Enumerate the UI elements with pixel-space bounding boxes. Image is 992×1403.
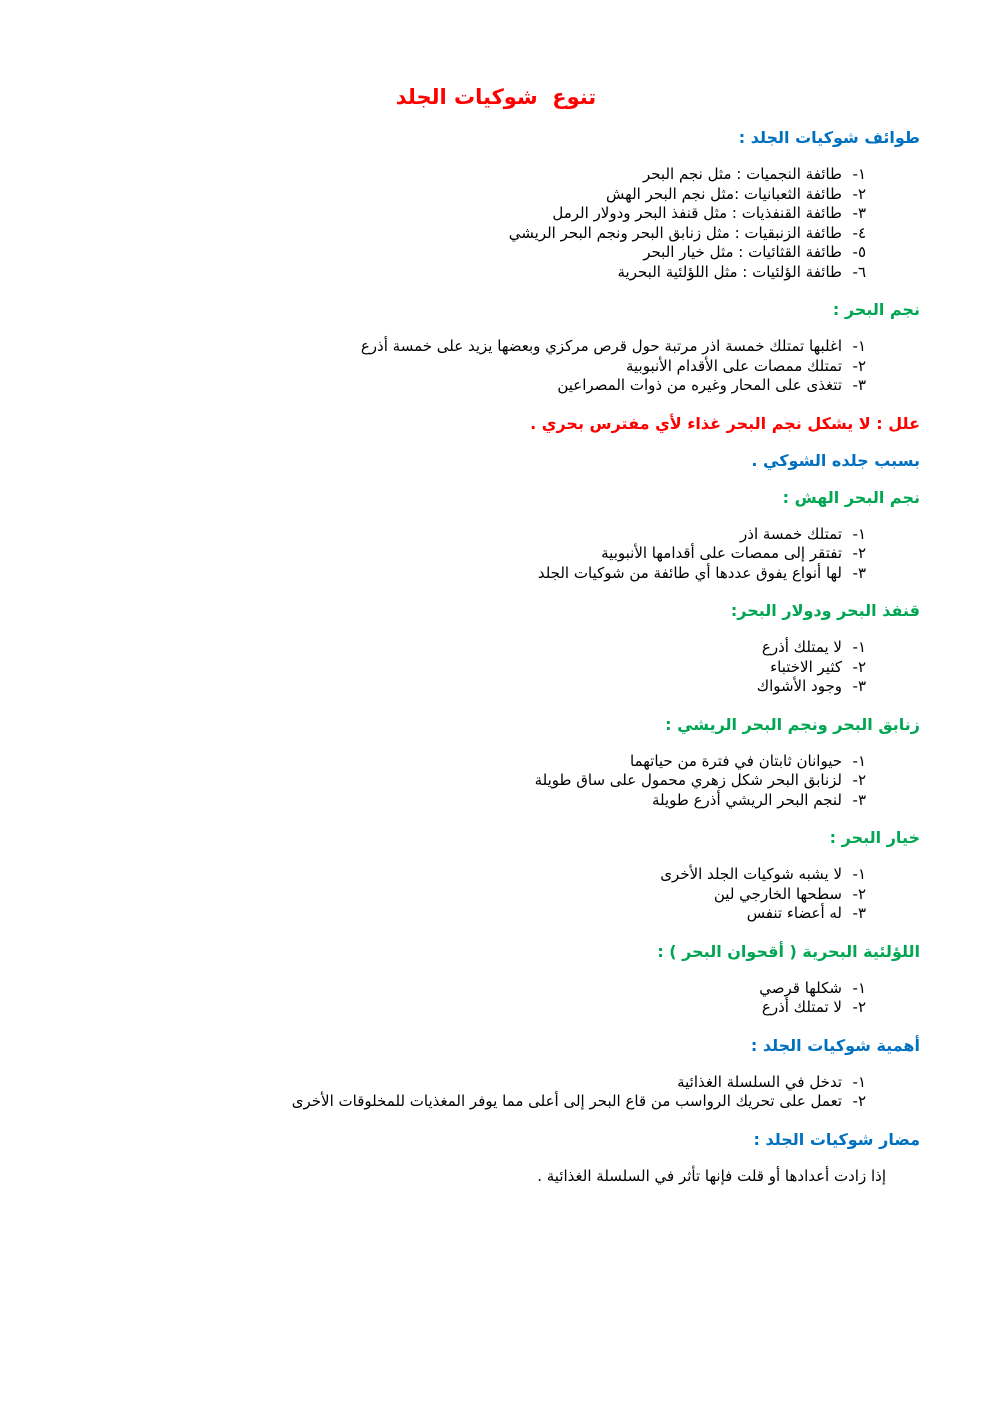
list-item-text: طائفة الؤلئيات : مثل اللؤلئية البحرية xyxy=(617,262,842,281)
list-item xyxy=(40,165,866,185)
brittle-star-heading: نجم البحر الهش : xyxy=(782,487,920,507)
list-item xyxy=(40,677,866,697)
list-item-text: حيوانان ثابتان في فترة من حياتهما xyxy=(629,751,842,770)
explain-answer-line: بسبب جلده الشوكي . xyxy=(751,450,920,470)
page-title: تنوع شوكيات الجلد xyxy=(395,85,597,109)
list-item xyxy=(40,752,866,772)
list-item-number: ٤- xyxy=(852,223,866,242)
list-item-text: طائفة الزنبقيات : مثل زنابق البحر ونجم البحر الريشي xyxy=(508,223,842,242)
sea-lily-feather-star-heading: زنابق البحر ونجم البحر الريشي : xyxy=(665,714,920,734)
sea-star-heading: نجم البحر : xyxy=(832,300,920,319)
list-item xyxy=(40,224,866,244)
harms-paragraph: إذا زادت أعدادها أو قلت فإنها تأثر في السلسلة الغذائية . xyxy=(537,1166,886,1185)
list-item-text: له أعضاء تنفس xyxy=(746,904,842,922)
list-item-number: ٣- xyxy=(852,790,866,809)
list-item-text: طائفة القنفذيات : مثل قنفذ البحر ودولار الرمل xyxy=(552,204,842,222)
list-item-text: طائفة النجميات : مثل نجم البحر xyxy=(642,165,842,183)
document-body xyxy=(40,128,920,1186)
list-item-text: لا يمتلك أذرع xyxy=(761,638,842,656)
list-item xyxy=(40,1092,866,1112)
sea-daisy-list xyxy=(40,979,920,1018)
list-item xyxy=(40,525,866,545)
list-item-text: لا تمتلك أذرع xyxy=(761,998,842,1016)
list-item xyxy=(40,564,866,584)
sea-daisy-heading: اللؤلئية البحرية ( أقحوان البحر ) : xyxy=(657,941,920,961)
list-item-number: ١- xyxy=(852,524,866,543)
list-item xyxy=(40,904,866,924)
list-item-text: تدخل في السلسلة الغذائية xyxy=(677,1072,842,1091)
list-item-number: ١- xyxy=(852,865,866,883)
list-item-number: ١- xyxy=(852,638,866,656)
list-item-text: اغلبها تمتلك خمسة اذر مرتبة حول قرص مركزي وبعضها يزيد على خمسة أذرع xyxy=(360,337,842,355)
list-item-text: تمتلك خمسة اذر xyxy=(740,524,842,543)
list-item-text: لنجم البحر الريشي أذرع طويلة xyxy=(651,790,842,809)
list-item-text: تمتلك ممصات على الأقدام الأنبوبية xyxy=(625,356,842,375)
sea-star-list xyxy=(40,337,920,396)
list-item-number: ٣- xyxy=(852,677,866,695)
list-item xyxy=(40,658,866,678)
importance-list xyxy=(40,1073,920,1112)
list-item xyxy=(40,791,866,811)
list-item xyxy=(40,185,866,205)
list-item-number: ١- xyxy=(852,978,866,997)
list-item-number: ٢- xyxy=(852,998,866,1016)
list-item xyxy=(40,204,866,224)
list-item xyxy=(40,1073,866,1093)
list-item-text: تتغذى على المحار وغيره من ذوات المصراعين xyxy=(557,376,842,394)
list-item-number: ٢- xyxy=(852,184,866,203)
sea-cucumber-list xyxy=(40,865,920,924)
list-item-number: ٢- xyxy=(852,884,866,903)
list-item-number: ٢- xyxy=(852,544,866,562)
list-item xyxy=(40,243,866,263)
list-item-number: ١- xyxy=(852,165,866,183)
list-item-number: ٦- xyxy=(852,262,866,281)
list-item-text: طائفة الثعبانيات :مثل نجم البحر الهش xyxy=(606,184,842,203)
families-list xyxy=(40,165,920,282)
list-item-text: سطحها الخارجي لين xyxy=(713,884,842,903)
list-item xyxy=(40,376,866,396)
list-item-number: ١- xyxy=(852,1072,866,1091)
families-heading: طوائف شوكيات الجلد : xyxy=(738,128,920,147)
importance-heading: أهمية شوكيات الجلد : xyxy=(750,1035,920,1055)
list-item xyxy=(40,998,866,1018)
list-item-number: ٣- xyxy=(852,563,866,582)
list-item-number: ٢- xyxy=(852,356,866,375)
list-item-text: طائفة القثائيات : مثل خيار البحر xyxy=(643,243,842,261)
list-item-number: ٣- xyxy=(852,376,866,394)
list-item-text: لزنابق البحر شكل زهري محمول على ساق طويلة xyxy=(534,771,842,789)
list-item xyxy=(40,979,866,999)
list-item xyxy=(40,263,866,283)
explain-question-line: علل : لا يشكل نجم البحر غذاء لأي مفترس بحري . xyxy=(530,413,920,433)
list-item-number: ٢- xyxy=(852,657,866,676)
list-item-number: ٢- xyxy=(852,1092,866,1110)
list-item-text: شكلها قرصي xyxy=(759,978,842,997)
list-item-number: ٢- xyxy=(852,771,866,789)
list-item xyxy=(40,544,866,564)
list-item xyxy=(40,638,866,658)
list-item xyxy=(40,771,866,791)
list-item-text: لها أنواع يفوق عددها أي طائفة من شوكيات الجلد xyxy=(537,563,842,582)
brittle-star-list xyxy=(40,525,920,584)
list-item-number: ١- xyxy=(852,751,866,770)
list-item-text: تفتقر إلى ممصات على أقدامها الأنبوبية xyxy=(601,544,842,562)
list-item xyxy=(40,885,866,905)
list-item-number: ٣- xyxy=(852,204,866,222)
list-item-text: وجود الأشواك xyxy=(756,677,842,695)
list-item xyxy=(40,337,866,357)
list-item-number: ٥- xyxy=(852,243,866,261)
list-item-number: ٣- xyxy=(852,904,866,922)
list-item-number: ١- xyxy=(852,337,866,355)
list-item-text: لا يشبه شوكيات الجلد الأخرى xyxy=(660,865,842,883)
sea-urchin-sand-dollar-list xyxy=(40,638,920,697)
sea-lily-feather-star-list xyxy=(40,752,920,811)
sea-urchin-sand-dollar-heading: قنفذ البحر ودولار البحر: xyxy=(730,601,920,620)
list-item xyxy=(40,865,866,885)
list-item-text: تعمل على تحريك الرواسب من قاع البحر إلى أعلى مما يوفر المغذيات للمخلوقات الأخرى xyxy=(291,1092,842,1110)
sea-cucumber-heading: خيار البحر : xyxy=(829,828,920,847)
list-item xyxy=(40,357,866,377)
list-item-text: كثير الاختباء xyxy=(770,657,842,676)
harms-heading: مضار شوكيات الجلد : xyxy=(753,1129,920,1149)
